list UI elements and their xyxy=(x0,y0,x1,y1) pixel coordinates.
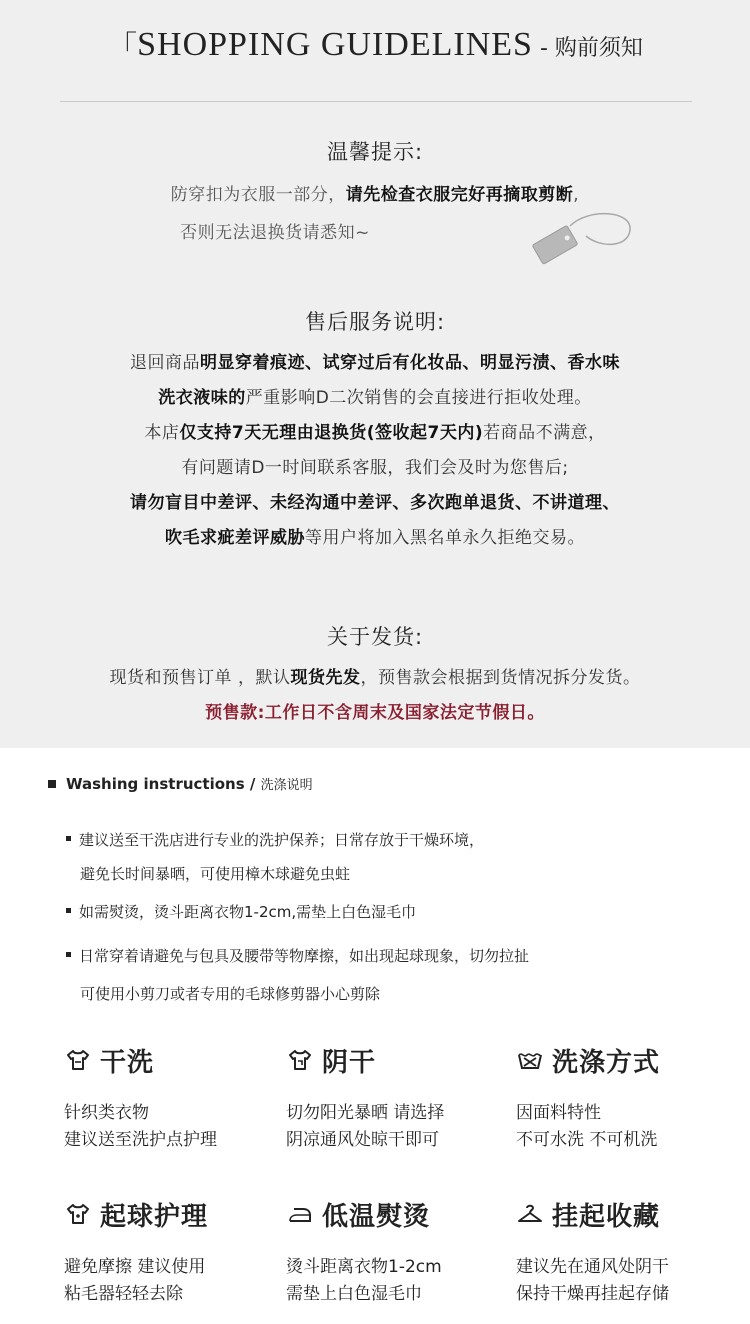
after-sales-line-3 xyxy=(0,418,750,443)
after-sales-line-2a: 洗衣液味的 xyxy=(158,388,246,408)
iron-icon xyxy=(286,1200,314,1228)
security-tag-icon xyxy=(528,204,638,266)
title-bracket: 「 xyxy=(107,30,138,65)
after-sales-line-1 xyxy=(0,348,750,373)
washing-item xyxy=(66,829,484,850)
tips-line-1-end: , xyxy=(573,185,580,205)
after-sales-line-6b: 等用户将加入黑名单永久拒绝交易。 xyxy=(305,528,585,548)
title-chinese: - 购前须知 xyxy=(532,36,643,61)
after-sales-line-1a: 退回商品 xyxy=(130,353,200,373)
washing-title-cn: 洗涤说明 xyxy=(260,778,313,793)
care-desc-line: 建议送至洗护点护理 xyxy=(64,1130,217,1150)
square-bullet-icon xyxy=(48,780,56,788)
tips-line-1 xyxy=(0,180,750,205)
tips-line-1-text: 防穿扣为衣服一部分， xyxy=(170,185,346,205)
after-sales-line-2 xyxy=(0,383,750,408)
care-title: 洗涤方式 xyxy=(552,1047,661,1078)
washing-item-text: 日常穿着请避免与包具及腰带等物摩擦，如出现起球现象，切勿拉扯 xyxy=(79,947,530,965)
tips-line-2: 否则无法退换货请悉知~ xyxy=(180,223,370,243)
care-title: 低温熨烫 xyxy=(322,1201,431,1232)
washing-item-text: 建议送至干洗店进行专业的洗护保养；日常存放于干燥环境， xyxy=(79,831,485,849)
care-desc-line: 需垫上白色湿毛巾 xyxy=(286,1284,422,1304)
shirt-icon xyxy=(286,1046,314,1074)
tips-heading: 温馨提示: xyxy=(326,140,424,164)
bullet-icon xyxy=(66,952,71,957)
washing-item-text: 如需熨烫，烫斗距离衣物1-2cm,需垫上白色湿毛巾 xyxy=(79,903,417,921)
wash-tub-icon xyxy=(516,1046,544,1074)
after-sales-line-5 xyxy=(0,488,750,513)
shipping-line-1c: ，预售款会根据到货情况拆分发货。 xyxy=(360,668,641,688)
care-card-shade-dry xyxy=(286,1042,506,1154)
care-card-hang-storage xyxy=(516,1196,736,1308)
shipping-line-1b: 现货先发 xyxy=(290,668,361,688)
after-sales-line-2b: 严重影响D二次销售的会直接进行拒收处理。 xyxy=(245,388,592,408)
care-desc-line: 切勿阳光暴晒 请选择 xyxy=(286,1103,445,1123)
care-desc-line: 粘毛器轻轻去除 xyxy=(64,1284,183,1304)
after-sales-line-3a: 本店 xyxy=(144,423,180,443)
care-title: 挂起收藏 xyxy=(552,1201,661,1232)
after-sales-line-6 xyxy=(0,523,750,548)
washing-item xyxy=(66,945,529,966)
care-desc-line: 不可水洗 不可机洗 xyxy=(516,1130,658,1150)
shipping-heading: 关于发货: xyxy=(326,625,424,649)
hanger-icon xyxy=(516,1200,544,1228)
title-divider xyxy=(60,101,692,102)
after-sales-line-3b: 仅支持7天无理由退换货(签收起7天内) xyxy=(179,423,484,443)
care-card-pilling xyxy=(64,1196,284,1308)
washing-item-cont: 避免长时间暴晒，可使用樟木球避免虫蛀 xyxy=(80,865,351,883)
care-desc-line: 建议先在通风处阴干 xyxy=(516,1257,669,1277)
shipping-line-1a: 现货和预售订单 ，默认 xyxy=(109,668,291,688)
care-desc-line: 烫斗距离衣物1-2cm xyxy=(286,1257,442,1277)
after-sales-line-1b: 明显穿着痕迹、试穿过后有化妆品、明显污渍、香水味 xyxy=(200,353,620,373)
presale-note: 预售款:工作日不含周末及国家法定节假日。 xyxy=(205,703,545,723)
care-card-wash-method xyxy=(516,1042,736,1154)
bullet-icon xyxy=(66,908,71,913)
bullet-icon xyxy=(66,836,71,841)
washing-item xyxy=(66,901,416,922)
care-card-dry-clean xyxy=(64,1042,284,1154)
shirt-icon xyxy=(64,1046,92,1074)
washing-header xyxy=(48,774,313,793)
care-card-low-iron xyxy=(286,1196,506,1308)
care-title: 阴干 xyxy=(322,1047,377,1078)
care-desc-line: 保持干燥再挂起存储 xyxy=(516,1284,669,1304)
shipping-note xyxy=(0,698,750,723)
care-desc-line: 阴凉通风处晾干即可 xyxy=(286,1130,439,1150)
care-title: 起球护理 xyxy=(100,1201,209,1232)
care-desc-line: 避免摩擦 建议使用 xyxy=(64,1257,206,1277)
after-sales-line-5-bold: 请勿盲目中差评、未经沟通中差评、多次跑单退货、不讲道理、 xyxy=(130,493,620,513)
care-desc-line: 针织类衣物 xyxy=(64,1103,149,1123)
washing-title-sep: / xyxy=(244,775,261,793)
washing-item-cont: 可使用小剪刀或者专用的毛球修剪器小心剪除 xyxy=(80,985,381,1003)
after-sales-line-4: 有问题请D一时间联系客服，我们会及时为您售后; xyxy=(181,458,569,478)
washing-title-en: Washing instructions xyxy=(66,775,245,793)
care-title: 干洗 xyxy=(100,1047,155,1078)
after-sales-line-6a: 吹毛求疵差评威胁 xyxy=(165,528,305,548)
page-title xyxy=(0,26,750,70)
shirt-icon xyxy=(64,1200,92,1228)
shipping-line-1 xyxy=(0,663,750,688)
title-english: SHOPPING GUIDELINES xyxy=(137,26,533,63)
after-sales-line-3c: 若商品不满意， xyxy=(483,423,606,443)
care-desc-line: 因面料特性 xyxy=(516,1103,601,1123)
tips-line-1-bold: 请先检查衣服完好再摘取剪断 xyxy=(345,185,574,205)
after-sales-heading: 售后服务说明: xyxy=(304,310,446,334)
